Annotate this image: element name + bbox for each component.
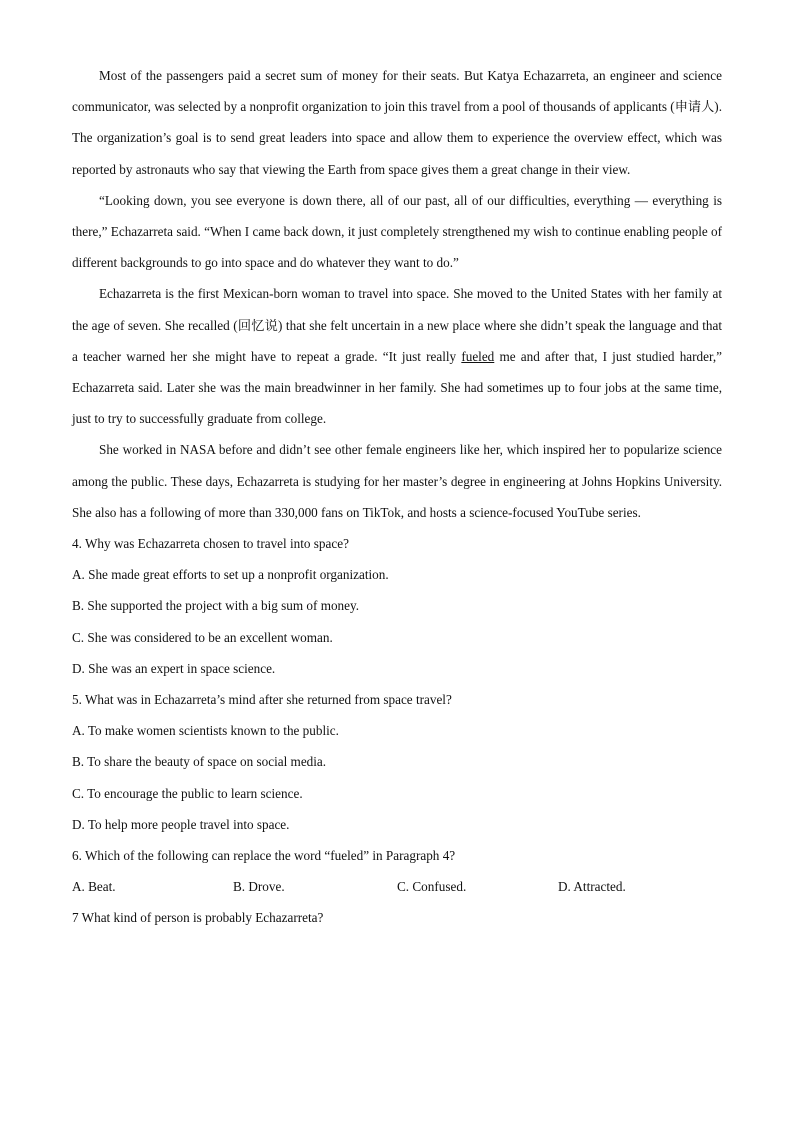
question-6-stem: 6. Which of the following can replace the word “fueled” in Paragraph 4? <box>72 848 456 864</box>
question-4-stem: 4. Why was Echazarreta chosen to travel into space? <box>72 536 349 552</box>
question-6-option-a: A. Beat. <box>72 879 116 895</box>
question-4-option-a: A. She made great efforts to set up a nonprofit organization. <box>72 567 389 583</box>
question-4-option-d: D. She was an expert in space science. <box>72 660 276 676</box>
underlined-word-fueled: fueled <box>461 348 495 364</box>
question-6-option-d: D. Attracted. <box>558 879 626 895</box>
passage-paragraph-3 <box>72 278 722 434</box>
paragraph-3-text-after: me and after that, I just studied harder,” Echazarreta said. Later she was the main breadwinner in her family. She had sometimes up to four jobs at the same time, just to try to successfully graduate from college. <box>72 348 722 427</box>
question-4-option-b: B. She supported the project with a big sum of money. <box>72 598 360 614</box>
passage-paragraph-1: Most of the passengers paid a secret sum of money for their seats. But Katya Echazarreta, an engineer and science communicator, was selected by a nonprofit organization to join this travel from a pool of thousands of applicants (申请人). The organization’s goal is to send great leaders into space and allow them to experience the overview effect, which was reported by astronauts who say that viewing the Earth from space gives them a great change in their view. <box>72 68 722 177</box>
question-7-stem: 7 What kind of person is probably Echazarreta? <box>72 910 324 926</box>
question-5-option-d: D. To help more people travel into space. <box>72 816 290 832</box>
passage-paragraph-2: “Looking down, you see everyone is down there, all of our past, all of our difficulties, everything — everything is there,” Echazarreta said. “When I came back down, it just completely strengthened my wish to continue enabling people of different backgrounds to go into space and do whatever they want to do.” <box>72 192 722 271</box>
question-4-option-c: C. She was considered to be an excellent woman. <box>72 629 333 645</box>
question-6-option-c: C. Confused. <box>397 879 467 895</box>
question-5-option-c: C. To encourage the public to learn science. <box>72 785 303 801</box>
question-5-option-b: B. To share the beauty of space on social media. <box>72 754 327 770</box>
question-5-stem: 5. What was in Echazarreta’s mind after she returned from space travel? <box>72 692 452 708</box>
passage-paragraph-4: She worked in NASA before and didn’t see other female engineers like her, which inspired her to popularize science among the public. These days, Echazarreta is studying for her master’s degree in engineering at Johns Hopkins University. She also has a following of more than 330,000 fans on TikTok, and hosts a science-focused YouTube series. <box>72 442 722 520</box>
paragraph-3-text-before: Echazarreta is the first Mexican-born woman to travel into space. She moved to the United States with her family at the age of seven. She recalled (回忆说) that she felt uncertain in a new place where she didn’t speak the language and that a teacher warned her she might have to repeat a grade. “It just really <box>72 286 722 364</box>
question-6-option-b: B. Drove. <box>233 879 285 895</box>
exam-page <box>72 60 722 934</box>
question-6-options <box>72 871 722 902</box>
question-5-option-a: A. To make women scientists known to the public. <box>72 723 339 739</box>
